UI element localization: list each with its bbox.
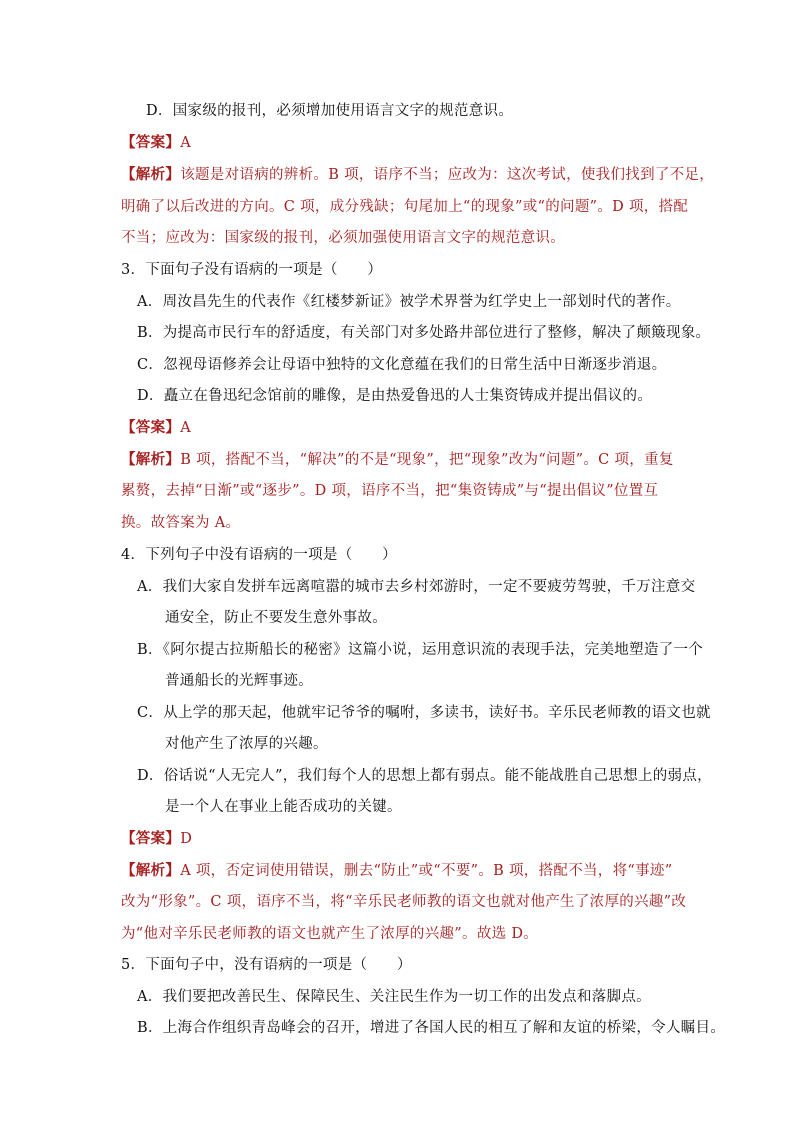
q4-analysis-line-3: 为“他对辛乐民老师教的语文也就产生了浓厚的兴趣”。故选 D。 bbox=[121, 926, 539, 942]
q3-answer bbox=[121, 418, 191, 438]
analysis-tag: 【解析】 bbox=[121, 166, 181, 183]
q3-analysis-line-3: 换。故答案为 A。 bbox=[121, 515, 241, 531]
q2-answer bbox=[121, 133, 191, 153]
q2-option-d: D．国家级的报刊，必须增加使用语言文字的规范意识。 bbox=[146, 103, 514, 119]
answer-tag: 【答案】 bbox=[121, 134, 181, 151]
q3-stem: 3．下面句子没有语病的一项是（ ） bbox=[121, 262, 383, 278]
q4-analysis-line-1 bbox=[121, 861, 672, 881]
q3-option-c: C．忽视母语修养会让母语中独特的文化意蕴在我们的日常生活中日渐逐步消退。 bbox=[137, 357, 667, 373]
answer-value: A bbox=[180, 135, 191, 151]
q4-option-a-line-1: A．我们大家自发拼车远离喧嚣的城市去乡村郊游时，一定不要疲劳驾驶，千万注意交 bbox=[137, 579, 696, 595]
q3-option-a: A．周汝昌先生的代表作《红楼梦新证》被学术界誉为红学史上一部划时代的著作。 bbox=[137, 294, 681, 310]
q4-option-c-line-1: C．从上学的那天起，他就牢记爷爷的嘱咐，多读书，读好书。辛乐民老师教的语文也就 bbox=[137, 705, 711, 721]
q4-option-b-line-2: 普通船长的光辉事迹。 bbox=[165, 673, 313, 689]
analysis-text: A 项，否定词使用错误，删去“防止”或“不要”。B 项，搭配不当，将“事迹” bbox=[180, 863, 673, 879]
analysis-text: B 项，搭配不当，“解决”的不是“现象”，把“现象”改为“问题”。C 项，重复 bbox=[180, 452, 674, 468]
q4-analysis-line-2: 改为“形象”。C 项，语序不当，将“辛乐民老师教的语文也就对他产生了浓厚的兴趣”改 bbox=[121, 894, 687, 910]
analysis-tag: 【解析】 bbox=[121, 862, 181, 879]
q2-analysis-line-3: 不当；应改为：国家级的报刊，必须加强使用语言文字的规范意识。 bbox=[121, 230, 565, 246]
q4-option-d-line-2: 是一个人在事业上能否成功的关键。 bbox=[165, 799, 402, 815]
q3-option-b: B．为提高市民行车的舒适度，有关部门对多处路井部位进行了整修，解决了颠簸现象。 bbox=[137, 325, 711, 341]
answer-value: A bbox=[180, 420, 191, 436]
analysis-tag: 【解析】 bbox=[121, 451, 181, 468]
q4-option-d-line-1: D．俗话说“人无完人”，我们每个人的思想上都有弱点。能不能战胜自己思想上的弱点， bbox=[137, 768, 712, 784]
q2-analysis-line-2: 明确了以后改进的方向。C 项，成分残缺；句尾加上“的现象”或“的问题”。D 项，搭配 bbox=[121, 199, 689, 215]
q2-analysis-line-1 bbox=[121, 165, 714, 185]
q4-answer bbox=[121, 829, 192, 849]
answer-value: D bbox=[180, 831, 193, 847]
q4-option-a-line-2: 通安全，防止不要发生意外事故。 bbox=[165, 610, 387, 626]
q5-option-a: A．我们要把改善民生、保障民生、关注民生作为一切工作的出发点和落脚点。 bbox=[137, 989, 651, 1005]
q5-option-b: B．上海合作组织青岛峰会的召开，增进了各国人民的相互了解和友谊的桥梁，令人瞩目。 bbox=[137, 1020, 726, 1036]
q4-stem: 4．下列句子中没有语病的一项是（ ） bbox=[121, 547, 397, 563]
q3-analysis-line-1 bbox=[121, 450, 674, 470]
q3-analysis-line-2: 累赘，去掉“日渐”或“逐步”。D 项，语序不当，把“集资铸成”与“提出倡议”位置互 bbox=[121, 483, 659, 499]
answer-tag: 【答案】 bbox=[121, 419, 181, 436]
analysis-text: 该题是对语病的辨析。B 项，语序不当；应改为：这次考试，使我们找到了不足， bbox=[180, 167, 715, 183]
answer-tag: 【答案】 bbox=[121, 830, 181, 847]
q3-option-d: D．矗立在鲁迅纪念馆前的雕像，是由热爱鲁迅的人士集资铸成并提出倡议的。 bbox=[137, 388, 653, 404]
q5-stem: 5．下面句子中，没有语病的一项是（ ） bbox=[121, 957, 412, 973]
q4-option-c-line-2: 对他产生了浓厚的兴趣。 bbox=[165, 736, 328, 752]
q4-option-b-line-1: B．《阿尔提古拉斯船长的秘密》这篇小说，运用意识流的表现手法，完美地塑造了一个 bbox=[137, 642, 704, 658]
